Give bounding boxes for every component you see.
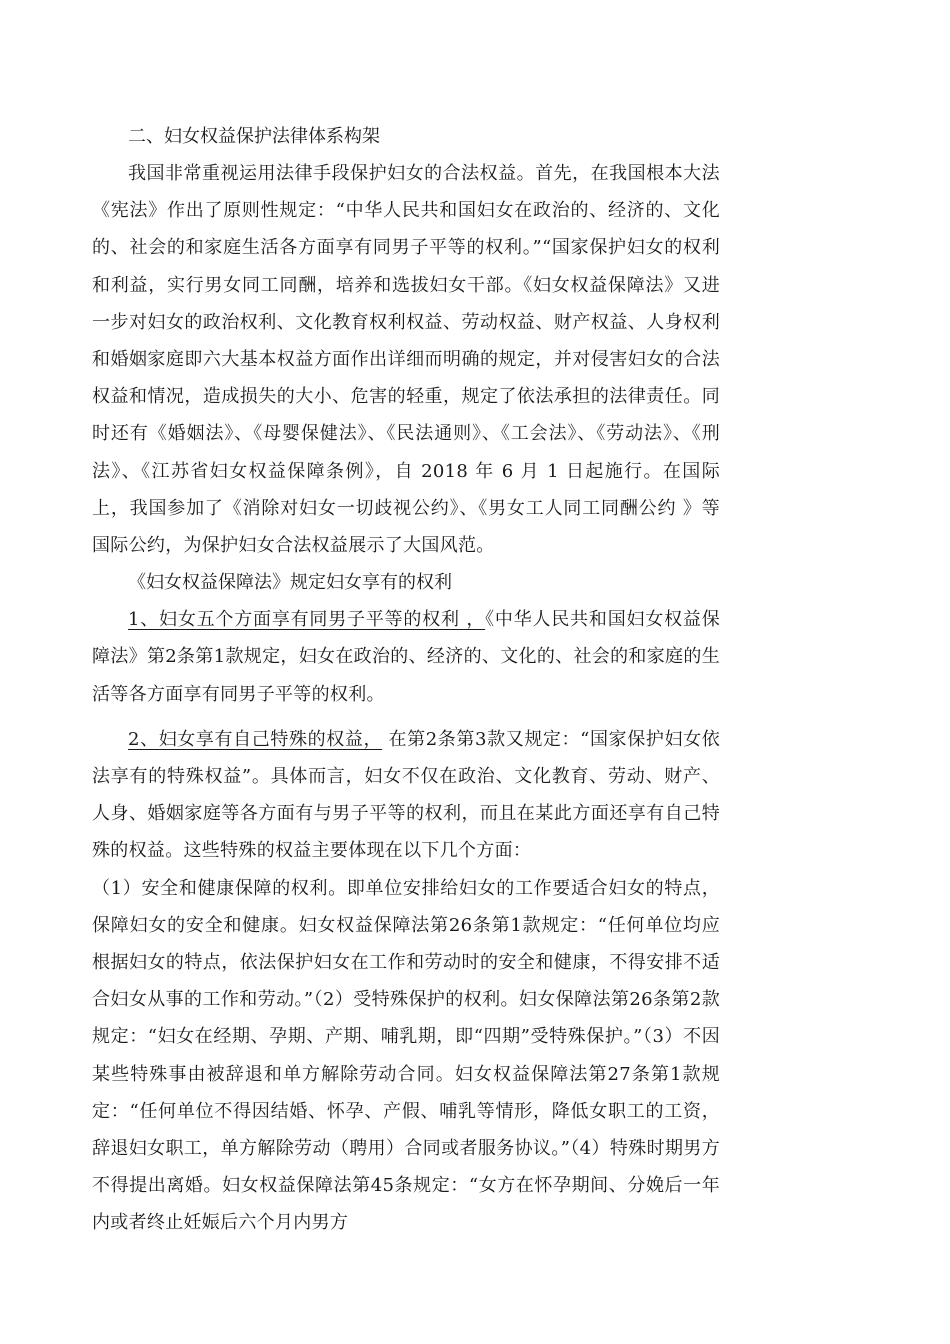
point-2-body: 在第2条第3款又规定：“国家保护妇女依法享有的特殊权益”。具体而言，妇女不仅在政治、文化教育、劳动、财产、人身、婚姻家庭等各方面有与男子平等的权利，而且在某此方面还享有自己特殊的权益。这些特殊的权益主要体现在以下几个方面：	[92, 728, 721, 862]
point-2-title: 2、妇女享有自己特殊的权益，	[128, 728, 383, 750]
paragraph-gap	[92, 713, 720, 721]
point-1-paragraph	[92, 601, 720, 713]
section-heading: 二、妇女权益保护法律体系构架	[128, 126, 380, 147]
rights-subheading: 《妇女权益保障法》规定妇女享有的权利	[128, 572, 452, 594]
point-2-paragraph	[92, 721, 720, 870]
point-1-title: 1、妇女五个方面享有同男子平等的权利 ，	[128, 609, 486, 631]
document-page	[92, 118, 720, 1242]
intro-paragraph: 我国非常重视运用法律手段保护妇女的合法权益。首先，在我国根本大法《宪法》作出了原则性规定：“中华人民共和国妇女在政治的、经济的、文化的、社会的和家庭生活各方面享有同男子平等的权利。”“国家保护妇女的权利和利益，实行男女同工同酬，培养和选拔妇女干部。《妇女权益保障法》又进一步对妇女的政治权利、文化教育权利权益、劳动权益、财产权益、人身权利和婚姻家庭即六大基本权益方面作出详细而明确的规定，并对侵害妇女的合法权益和情况，造成损失的大小、危害的轻重，规定了依法承担的法律责任。同时还有《婚姻法》、《母婴保健法》、《民法通则》、《工会法》、《劳动法》、《刑法》、《江苏省妇女权益保障条例》，自 2018 年 6 月 1 日起施行。在国际上，我国参加了《消除对妇女一切歧视公约》、《男女工人同工同酬公约 》等国际公约，为保护妇女合法权益展示了大国风范。	[92, 163, 720, 557]
point-1-body: 《中华人民共和国妇女权益保障法》第2条第1款规定，妇女在政治的、经济的、文化的、社会的和家庭的生活等各方面享有同男子平等的权利。	[92, 609, 720, 705]
special-rights-paragraph: （1）安全和健康保障的权利。即单位安排给妇女的工作要适合妇女的特点，保障妇女的安全和健康。妇女权益保障法第26条第1款规定：“任何单位均应根据妇女的特点，依法保护妇女在工作和劳动时的安全和健康，不得安排不适合妇女从事的工作和劳动。”（2）受特殊保护的权利。妇女保障法第26条第2款规定：“妇女在经期、孕期、产期、哺乳期，即“四期”受特殊保护。”（3）不因某些特殊事由被辞退和单方解除劳动合同。妇女权益保障法第27条第1款规定：“任何单位不得因结婚、怀孕、产假、哺乳等情形，降低女职工的工资，辞退妇女职工，单方解除劳动（聘用）合同或者服务协议。”（4）特殊时期男方不得提出离婚。妇女权益保障法第45条规定：“女方在怀孕期间、分娩后一年内或者终止妊娠后六个月内男方	[92, 877, 720, 1234]
